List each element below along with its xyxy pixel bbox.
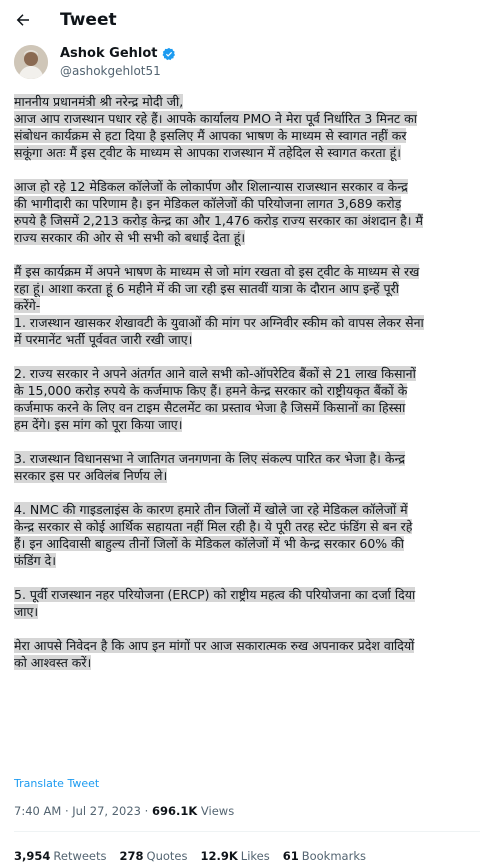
tweet-paragraph	[14, 365, 480, 433]
tweet-text-line: में परमानेंट भर्ती पूर्ववत जारी रखी जाए।	[14, 332, 193, 347]
tweet-paragraph	[14, 501, 480, 569]
tweet-text-line: केन्द्र सरकार से कोई आर्थिक सहायता नहीं मिल रही है। ये पूरी तरह स्टेट फंडिंग से बन रहे	[14, 519, 413, 534]
page-title: Tweet	[60, 10, 117, 30]
retweets-label: Retweets	[53, 849, 107, 863]
tweet-text-line: आज आप राजस्थान पधार रहे हैं। आपके कार्यालय PMO ने मेरा पूर्व निर्धारित 3 मिनट का	[14, 111, 418, 126]
quotes-stat[interactable]	[120, 848, 188, 864]
meta-separator: ·	[64, 804, 73, 818]
likes-stat[interactable]	[200, 848, 269, 864]
tweet-text-line: करेंगे-	[14, 298, 41, 313]
tweet-text-line: संबोधन कार्यक्रम से हटा दिया है इसलिए मैं आपका भाषण के माध्यम से स्वागत नहीं कर	[14, 128, 407, 143]
tweet-text-line: कर्जमाफ करने के लिए वन टाइम सैटलमेंट का प्रस्ताव भेजा है जिसमें किसानों का हिस्सा	[14, 400, 406, 415]
likes-count: 12.9K	[200, 849, 238, 863]
bookmarks-label: Bookmarks	[301, 849, 366, 863]
tweet-text	[14, 93, 480, 688]
bookmarks-stat[interactable]	[283, 848, 366, 864]
author-display-name[interactable]: Ashok Gehlot	[60, 46, 158, 61]
tweet-time[interactable]: 7:40 AM	[14, 804, 62, 818]
tweet-text-line: 2. राज्य सरकार ने अपने अंतर्गत आने वाले सभी को-ऑपरेटिव बैंकों से 21 लाख किसानों	[14, 366, 416, 381]
tweet-paragraph	[14, 178, 480, 246]
tweet-paragraph	[14, 93, 480, 161]
top-bar	[0, 0, 490, 42]
retweets-count: 3,954	[14, 849, 51, 863]
engagement-stats	[14, 848, 379, 864]
tweet-text-line: आज हो रहे 12 मेडिकल कॉलेजों के लोकार्पण और शिलान्यास राजस्थान सरकार व केन्द्र	[14, 179, 408, 194]
tweet-text-line: सरकार इस पर अविलंब निर्णय ले।	[14, 468, 168, 483]
views-label: Views	[200, 804, 235, 818]
tweet-text-line: के 15,000 करोड़ रुपये के कर्जमाफ किए हैं। हमने केन्द्र सरकार को राष्ट्रीयकृत बैंकों के	[14, 383, 408, 398]
tweet-paragraph	[14, 450, 480, 484]
bookmarks-count: 61	[282, 849, 299, 863]
tweet-paragraph	[14, 586, 480, 620]
meta-separator: ·	[144, 804, 152, 818]
tweet-paragraph	[14, 637, 480, 671]
tweet-text-line: सकूंगा अतः मैं इस ट्वीट के माध्यम से आपका राजस्थान में तहेदिल से स्वागत करता हूं।	[14, 145, 401, 160]
tweet-text-line: माननीय प्रधानमंत्री श्री नरेन्द्र मोदी जी,	[14, 94, 184, 109]
tweet-text-line: को आश्वस्त करें।	[14, 655, 92, 670]
name-row	[60, 45, 176, 62]
back-button[interactable]	[12, 9, 34, 31]
tweet-meta	[14, 803, 234, 819]
avatar-image-icon	[14, 45, 48, 79]
tweet-text-line: फंडिंग दे।	[14, 553, 56, 568]
quotes-count: 278	[119, 849, 144, 863]
tweet-text-line: 1. राजस्थान खासकर शेखावटी के युवाओं की मांग पर अग्निवीर स्कीम को वापस लेकर सेना	[14, 315, 424, 330]
likes-label: Likes	[240, 849, 270, 863]
tweet-text-line: रुपये है जिसमें 2,213 करोड़ केन्द्र का और 1,476 करोड़ राज्य सरकार का अंशदान है। मैं	[14, 213, 423, 228]
arrow-left-icon	[14, 11, 32, 29]
tweet-text-line: मैं इस कार्यक्रम में अपने भाषण के माध्यम से जो मांग रखता वो इस ट्वीट के माध्यम से रख	[14, 264, 420, 279]
views-count: 696.1K	[151, 804, 198, 818]
tweet-text-line: की भागीदारी का परिणाम है। इन मेडिकल कॉलेजों की परियोजना लागत 3,689 करोड़	[14, 196, 402, 211]
quotes-label: Quotes	[146, 849, 188, 863]
author-handle[interactable]: @ashokgehlot51	[60, 64, 161, 78]
avatar[interactable]	[14, 45, 48, 79]
tweet-text-line: राज्य सरकार की ओर से भी सभी को बधाई देता हूं।	[14, 230, 246, 245]
translate-tweet-link[interactable]: Translate Tweet	[14, 777, 100, 790]
tweet-date[interactable]: Jul 27, 2023	[72, 804, 141, 818]
tweet-text-line: मेरा आपसे निवेदन है कि आप इन मांगों पर आज सकारात्मक रुख अपनाकर प्रदेश वादियों	[14, 638, 415, 653]
tweet-text-line: 4. NMC की गाइडलाइंस के कारण हमारे तीन जिलों में खोले जा रहे मेडिकल कॉलेजों में	[14, 502, 408, 517]
tweet-text-line: 3. राजस्थान विधानसभा ने जातिगत जनगणना के लिए संकल्प पारित कर भेजा है। केन्द्र	[14, 451, 405, 466]
tweet-text-line: हम देंगे। इस मांग को पूरा किया जाए।	[14, 417, 183, 432]
divider	[14, 831, 480, 832]
tweet-text-line: जाए।	[14, 604, 39, 619]
verified-badge-icon	[162, 47, 176, 61]
tweet-text-line: 5. पूर्वी राजस्थान नहर परियोजना (ERCP) को राष्ट्रीय महत्व की परियोजना का दर्जा दिया	[14, 587, 416, 602]
tweet-paragraph	[14, 263, 480, 348]
tweet-text-line: रहा हूं। आशा करता हूं 6 महीने में की जा रही इस सातवीं यात्रा के दौरान आप इन्हें पूरी	[14, 281, 399, 296]
tweet-author	[14, 45, 476, 85]
tweet-text-line: हैं। इन आदिवासी बाहुल्य तीनों जिलों के मेडिकल कॉलेजों में भी केन्द्र सरकार 60% की	[14, 536, 404, 551]
retweets-stat[interactable]	[14, 848, 107, 864]
